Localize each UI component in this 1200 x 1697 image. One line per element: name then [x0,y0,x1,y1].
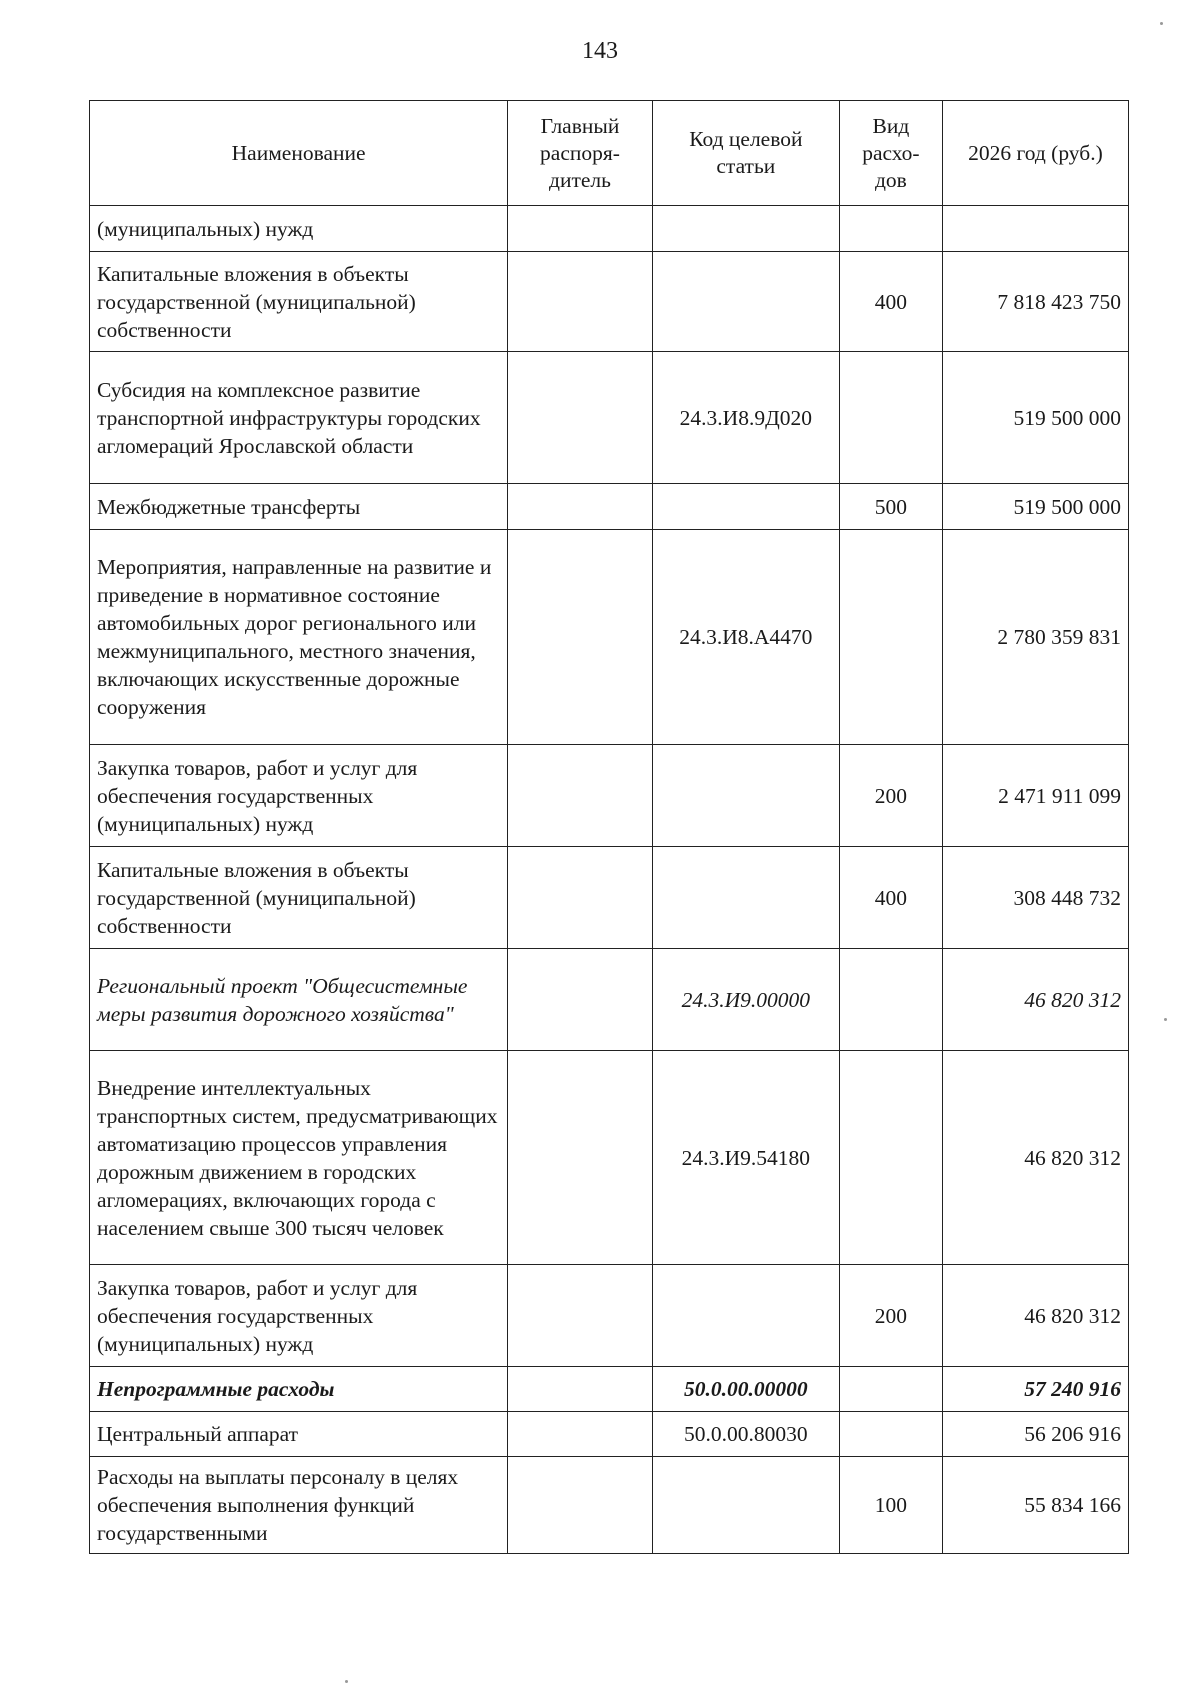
cell-amount: 55 834 166 [942,1457,1128,1554]
cell-admin [508,206,653,252]
scan-speck [345,1680,348,1683]
cell-code: 24.3.И8.9Д020 [652,352,839,484]
table-row [90,847,1129,949]
cell-type [839,949,942,1051]
cell-code [652,484,839,530]
cell-type: 500 [839,484,942,530]
cell-type [839,1051,942,1265]
table-row [90,1367,1129,1412]
cell-type [839,1412,942,1457]
table-row [90,352,1129,484]
cell-code [652,847,839,949]
cell-type [839,352,942,484]
header-admin: Главный распоря- дитель [508,101,653,206]
cell-admin [508,1265,653,1367]
cell-amount: 57 240 916 [942,1367,1128,1412]
table-row [90,1051,1129,1265]
cell-name: Региональный проект "Общесистемные меры развития дорожного хозяйства" [90,949,508,1051]
cell-admin [508,1412,653,1457]
cell-admin [508,745,653,847]
cell-amount: 46 820 312 [942,1051,1128,1265]
cell-admin [508,1051,653,1265]
cell-type [839,1367,942,1412]
table-row [90,1412,1129,1457]
cell-code [652,1265,839,1367]
cell-admin [508,484,653,530]
scan-speck [1164,1018,1167,1021]
cell-admin [508,530,653,745]
cell-type [839,206,942,252]
cell-admin [508,1367,653,1412]
cell-amount: 519 500 000 [942,352,1128,484]
cell-amount: 56 206 916 [942,1412,1128,1457]
cell-name: Капитальные вложения в объекты государственной (муниципальной) собственности [90,847,508,949]
cell-amount: 46 820 312 [942,949,1128,1051]
cell-code: 24.3.И9.54180 [652,1051,839,1265]
cell-name: Внедрение интеллектуальных транспортных систем, предусматривающих автоматизацию процессов управления дорожным движением в городских агломерациях, включающих города с населением свыше 300 тысяч человек [90,1051,508,1265]
table-body [90,206,1129,1554]
cell-code: 50.0.00.00000 [652,1367,839,1412]
cell-name: Закупка товаров, работ и услуг для обеспечения государственных (муниципальных) нужд [90,1265,508,1367]
cell-admin [508,1457,653,1554]
cell-name: Капитальные вложения в объекты государственной (муниципальной) собственности [90,252,508,352]
cell-amount: 7 818 423 750 [942,252,1128,352]
cell-name: (муниципальных) нужд [90,206,508,252]
cell-code [652,206,839,252]
cell-type [839,530,942,745]
cell-type: 400 [839,847,942,949]
scan-speck [1160,22,1163,25]
table-row [90,484,1129,530]
table-row [90,252,1129,352]
cell-name: Расходы на выплаты персоналу в целях обеспечения выполнения функций государственными [90,1457,508,1554]
cell-amount: 2 471 911 099 [942,745,1128,847]
header-amount: 2026 год (руб.) [942,101,1128,206]
cell-amount [942,206,1128,252]
page-number: 143 [582,38,618,64]
table-row [90,1457,1129,1554]
cell-admin [508,847,653,949]
cell-name: Непрограммные расходы [90,1367,508,1412]
cell-type: 100 [839,1457,942,1554]
cell-amount: 519 500 000 [942,484,1128,530]
header-type: Вид расхо- дов [839,101,942,206]
header-code: Код целевой статьи [652,101,839,206]
cell-type: 200 [839,1265,942,1367]
cell-name: Мероприятия, направленные на развитие и приведение в нормативное состояние автомобильных дорог регионального или межмуниципального, местного значения, включающих искусственные дорожные сооружения [90,530,508,745]
cell-name: Закупка товаров, работ и услуг для обеспечения государственных (муниципальных) нужд [90,745,508,847]
cell-type: 400 [839,252,942,352]
table-row [90,206,1129,252]
cell-admin [508,252,653,352]
cell-type: 200 [839,745,942,847]
cell-admin [508,949,653,1051]
cell-amount: 46 820 312 [942,1265,1128,1367]
cell-name: Субсидия на комплексное развитие транспортной инфраструктуры городских агломераций Ярославской области [90,352,508,484]
cell-amount: 308 448 732 [942,847,1128,949]
budget-table [89,100,1129,1554]
table-row [90,530,1129,745]
table-row [90,1265,1129,1367]
cell-code: 50.0.00.80030 [652,1412,839,1457]
cell-code [652,745,839,847]
table-row [90,745,1129,847]
cell-name: Межбюджетные трансферты [90,484,508,530]
header-name: Наименование [90,101,508,206]
cell-amount: 2 780 359 831 [942,530,1128,745]
table-header-row [90,101,1129,206]
table-row [90,949,1129,1051]
cell-code [652,252,839,352]
cell-code: 24.3.И8.А4470 [652,530,839,745]
cell-name: Центральный аппарат [90,1412,508,1457]
cell-code: 24.3.И9.00000 [652,949,839,1051]
cell-code [652,1457,839,1554]
cell-admin [508,352,653,484]
